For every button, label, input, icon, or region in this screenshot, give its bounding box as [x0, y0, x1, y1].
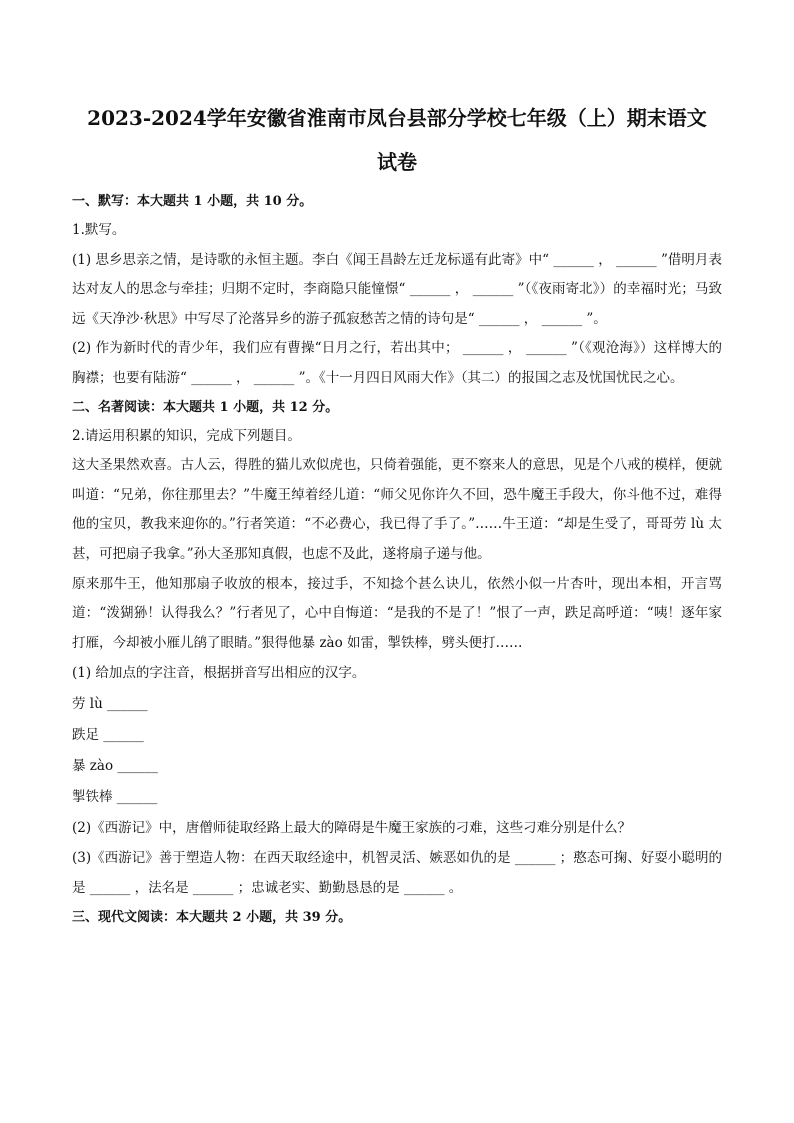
pinyin-item-1: 劳 lù ______: [72, 696, 148, 713]
question-2-heading: 2.请运用积累的知识，完成下列题目。: [72, 427, 301, 444]
reading-passage-2: 原来那牛王，他知那扇子收放的根本，接过手，不知捻个甚么诀儿，依然小似一片杏叶，现出本相，开言骂道：“泼猢狲！认得我么？”行者见了，心中自悔道：“是我的不是了！”恨了一声，跌足高呼道：“咦！逐年家打雁，今却被小雁儿鹐了眼睛。”狠得他暴 zào 如雷，掣铁棒，劈头便打……: [72, 575, 722, 651]
question-2-sub-2: (2)《西游记》中，唐僧师徒取经路上最大的障碍是牛魔王家族的刁难，这些刁难分别是什么？: [72, 820, 632, 837]
question-2-sub-3: (3)《西游记》善于塑造人物：在西天取经途中，机智灵活、嫉恶如仇的是 ______ ；憨态可掬、好耍小聪明的是 ______ ，法名是 ______ ；忠诚老实、勤勤恳恳的是 ______ 。: [72, 850, 722, 896]
pinyin-item-4: 掣铁棒 ______: [72, 789, 158, 806]
question-1-part-1: (1) 思乡思亲之情，是诗歌的永恒主题。李白《闻王昌龄左迁龙标遥有此寄》中“ ______ ， ______ ”借明月表达对友人的思念与牵挂；归期不定时，李商隐只能憧憬“ ______ ， ______ ”（《夜雨寄北》）的幸福时光；马致远《天净沙·秋思》中写尽了沦落异乡的游子孤寂愁苦之情的诗句是“ ______ ， ______ ”。: [72, 251, 722, 327]
title-line-1: 2023-2024学年安徽省淮南市凤台县部分学校七年级（上）期末语文: [87, 106, 707, 130]
section-3-heading: 三、现代文阅读：本大题共 2 小题，共 39 分。: [72, 909, 352, 925]
reading-passage-1: 这大圣果然欢喜。古人云，得胜的猫儿欢似虎也，只倚着强能，更不察来人的意思，见是个八戒的模样，便就叫道：“兄弟，你往那里去？”牛魔王绰着经儿道：“师父见你许久不回，恐牛魔王手段大，你斗他不过，难得他的宝贝，教我来迎你的。”行者笑道：“不必费心，我已得了手了。”……牛王道：“却是生受了，哥哥劳 lù 太甚，可把扇子我拿。”孙大圣那知真假，也虑不及此，遂将扇子递与他。: [72, 457, 722, 562]
question-1-part-2: (2) 作为新时代的青少年，我们应有曹操“日月之行，若出其中； ______ ， ______ ”（《观沧海》）这样博大的胸襟；也要有陆游“ ______ ， ______ ”。《十一月四日风雨大作》（其二）的报国之志及忧国忧民之心。: [72, 340, 722, 386]
section-1-heading: 一、默写：本大题共 1 小题，共 10 分。: [72, 194, 313, 209]
pinyin-item-3: 暴 zào ______: [72, 758, 158, 775]
question-1-heading: 1.默写。: [72, 222, 126, 238]
section-2-heading: 二、名著阅读：本大题共 1 小题，共 12 分。: [72, 399, 339, 415]
exam-title: [72, 96, 722, 184]
exam-page: [72, 96, 722, 932]
question-2-sub-1: (1) 给加点的字注音，根据拼音写出相应的汉字。: [72, 665, 366, 682]
title-line-2: 试卷: [377, 150, 417, 174]
pinyin-item-2: 跌足 ______: [72, 727, 144, 744]
